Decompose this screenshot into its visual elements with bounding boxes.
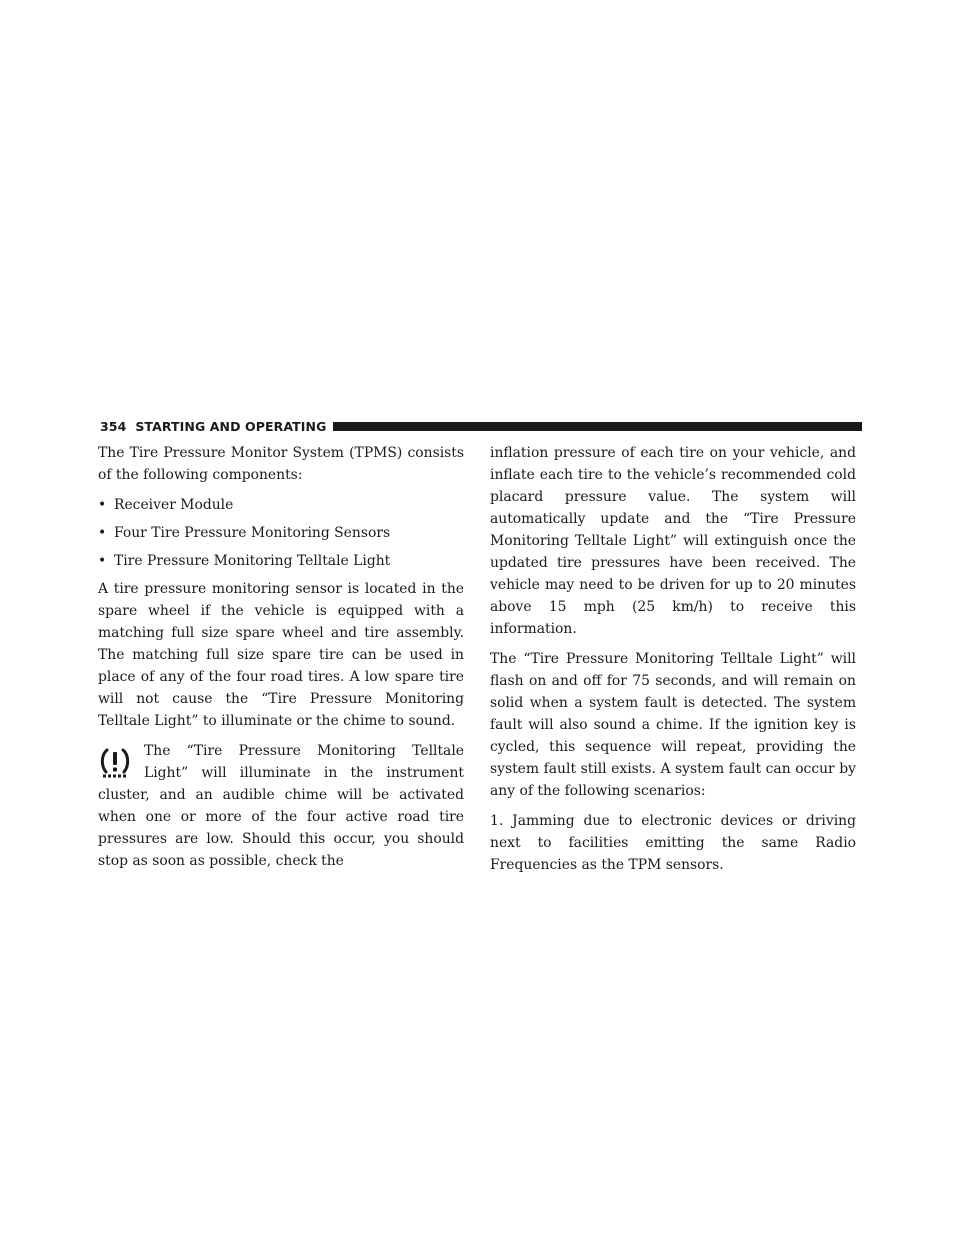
header-rule	[333, 422, 862, 431]
flash-paragraph: The “Tire Pressure Monitoring Telltale Light” will flash on and off for 75 seconds, and will remain on solid when a system fault is detected. The system fault will also sound a chime. If the ignition key is cycled, this sequence will repeat, providing the system fault still exists. A system fault can occur by any of the following scenarios:	[490, 651, 856, 799]
right-column	[490, 442, 856, 884]
list-item-text: Receiver Module	[114, 497, 234, 513]
section-title: STARTING AND OPERATING	[135, 418, 327, 434]
page-header	[100, 418, 862, 434]
list-item	[98, 522, 464, 544]
tire-pressure-warning-icon	[98, 746, 132, 780]
warning-block	[98, 740, 464, 872]
list-item	[98, 550, 464, 572]
page-header-text	[100, 419, 326, 434]
bullet-marker: •	[98, 525, 107, 541]
intro-paragraph: The Tire Pressure Monitor System (TPMS) consists of the following components:	[98, 445, 464, 483]
page-number: 354	[100, 418, 127, 434]
scenario-1-paragraph: 1. Jamming due to electronic devices or driving next to facilities emitting the same Radio Frequencies as the TPM sensors.	[490, 813, 856, 873]
spare-tire-paragraph: A tire pressure monitoring sensor is located in the spare wheel if the vehicle is equipped with a matching full size spare wheel and tire assembly. The matching full size spare tire can be used in place of any of the four road tires. A low spare tire will not cause the “Tire Pressure Monitoring Telltale Light” to illuminate or the chime to sound.	[98, 581, 464, 729]
continuation-paragraph: inflation pressure of each tire on your vehicle, and inflate each tire to the vehicle’s recommended cold placard pressure value. The system will automatically update and the “Tire Pressure Monitoring Telltale Light” will extinguish once the updated tire pressures have been received. The vehicle may need to be driven for up to 20 minutes above 15 mph (25 km/h) to receive this information.	[490, 445, 856, 637]
list-item-text: Tire Pressure Monitoring Telltale Light	[114, 553, 391, 569]
bullet-marker: •	[98, 553, 107, 569]
list-item	[98, 494, 464, 516]
components-list	[98, 494, 464, 572]
warning-paragraph: The “Tire Pressure Monitoring Telltale Light” will illuminate in the instrument cluster, and an audible chime will be activated when one or more of the four active road tire pressures are low. Should this occur, you should stop as soon as possible, check the	[98, 743, 464, 869]
left-column	[98, 442, 464, 880]
bullet-marker: •	[98, 497, 107, 513]
list-item-text: Four Tire Pressure Monitoring Sensors	[114, 525, 391, 541]
